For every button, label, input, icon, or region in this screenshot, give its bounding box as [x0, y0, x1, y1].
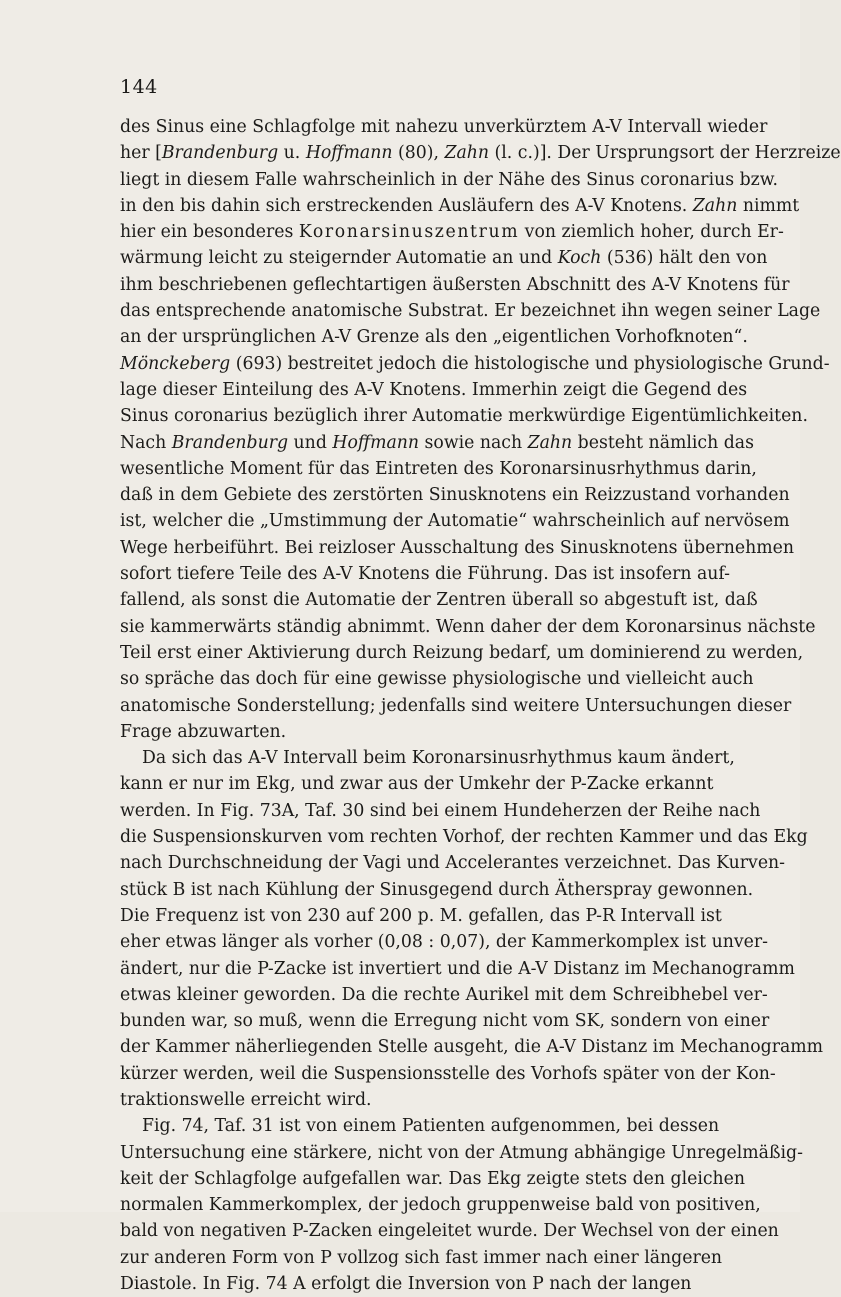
text-line: Fig. 74, Taf. 31 ist von einem Patienten aufgenommen, bei dessen: [142, 1116, 720, 1137]
text-line: Nach Brandenburg und Hoffmann sowie nach Zahn besteht nämlich das: [120, 432, 754, 453]
text-line: ist, welcher die „Umstimmung der Automatie“ wahrscheinlich auf nervösem: [120, 511, 790, 532]
text-line: der Kammer näherliegenden Stelle ausgeht, die A-V Distanz im Mechanogramm: [120, 1037, 824, 1058]
text-line: kann er nur im Ekg, und zwar aus der Umkehr der P-Zacke erkannt: [120, 774, 714, 795]
text-line: kürzer werden, weil die Suspensionsstelle des Vorhofs später von der Kon-: [120, 1063, 776, 1084]
text-line: hier ein besonderes Koronarsinuszentrum von ziemlich hoher, durch Er-: [120, 222, 784, 243]
text-line: nach Durchschneidung der Vagi und Accelerantes verzeichnet. Das Kurven-: [120, 853, 786, 874]
text-line: zur anderen Form von P vollzog sich fast immer nach einer längeren: [120, 1247, 723, 1268]
text-line: keit der Schlagfolge aufgefallen war. Das Ekg zeigte stets den gleichen: [120, 1168, 746, 1189]
text-line: Wege herbeiführt. Bei reizloser Ausschaltung des Sinusknotens übernehmen: [120, 537, 794, 558]
text-line: Frage abzuwarten.: [120, 721, 287, 742]
text-line: liegt in diesem Falle wahrscheinlich in der Nähe des Sinus coronarius bzw.: [120, 169, 778, 190]
text-line: an der ursprünglichen A-V Grenze als den „eigentlichen Vorhofknoten“.: [120, 327, 748, 348]
text-line: die Suspensionskurven vom rechten Vorhof, der rechten Kammer und das Ekg: [120, 827, 808, 848]
text-line: bunden war, so muß, wenn die Erregung nicht vom SK, sondern von einer: [120, 1011, 770, 1032]
text-line: anatomische Sonderstellung; jedenfalls sind weitere Untersuchungen dieser: [120, 695, 792, 716]
text-line: etwas kleiner geworden. Da die rechte Aurikel mit dem Schreibhebel ver-: [120, 984, 768, 1005]
text-line: so spräche das doch für eine gewisse physiologische und vielleicht auch: [120, 669, 754, 690]
text-line: traktionswelle erreicht wird.: [120, 1089, 372, 1110]
text-line: Untersuchung eine stärkere, nicht von der Atmung abhängige Unregelmäßig-: [120, 1142, 803, 1163]
text-line: Sinus coronarius bezüglich ihrer Automatie merkwürdige Eigentümlichkeiten.: [120, 406, 808, 427]
text-line: Da sich das A-V Intervall beim Koronarsinusrhythmus kaum ändert,: [142, 748, 735, 769]
text-line: daß in dem Gebiete des zerstörten Sinusknotens ein Reizzustand vorhanden: [120, 485, 790, 506]
text-line: werden. In Fig. 73A, Taf. 30 sind bei einem Hundeherzen der Reihe nach: [120, 800, 761, 821]
text-line: des Sinus eine Schlagfolge mit nahezu unverkürztem A-V Intervall wieder: [120, 117, 768, 137]
text-line: sofort tiefere Teile des A-V Knotens die Führung. Das ist insofern auf-: [120, 564, 731, 585]
text-line: Die Frequenz ist von 230 auf 200 p. M. gefallen, das P-R Intervall ist: [120, 905, 722, 926]
text-line: her [Brandenburg u. Hoffmann (80), Zahn (l. c.)]. Der Ursprungsort der Herzreize: [120, 143, 841, 164]
text-line: stück B ist nach Kühlung der Sinusgegend durch Ätherspray gewonnen.: [120, 879, 754, 900]
text-line: bald von negativen P-Zacken eingeleitet wurde. Der Wechsel von der einen: [120, 1221, 779, 1242]
text-line: Mönckeberg (693) bestreitet jedoch die histologische und physiologische Grund-: [120, 353, 830, 374]
text-line: fallend, als sonst die Automatie der Zentren überall so abgestuft ist, daß: [120, 590, 758, 611]
body-text: [120, 114, 841, 1297]
text-line: Teil erst einer Aktivierung durch Reizung bedarf, um dominierend zu werden,: [120, 642, 804, 663]
text-line: Diastole. In Fig. 74 A erfolgt die Inversion von P nach der langen: [120, 1274, 692, 1295]
text-line: das entsprechende anatomische Substrat. Er bezeichnet ihn wegen seiner Lage: [120, 301, 821, 322]
text-line: wärmung leicht zu steigernder Automatie an und Koch (536) hält den von: [120, 248, 768, 269]
text-line: wesentliche Moment für das Eintreten des Koronarsinusrhythmus darin,: [120, 458, 757, 479]
text-line: in den bis dahin sich erstreckenden Ausläufern des A-V Knotens. Zahn nimmt: [120, 195, 800, 216]
text-line: sie kammerwärts ständig abnimmt. Wenn daher der dem Koronarsinus nächste: [120, 616, 816, 637]
text-line: ändert, nur die P-Zacke ist invertiert und die A-V Distanz im Mechanogramm: [120, 958, 795, 979]
text-line: lage dieser Einteilung des A-V Knotens. Immerhin zeigt die Gegend des: [120, 379, 748, 400]
page-number: 144: [120, 76, 158, 98]
text-line: ihm beschriebenen geflechtartigen äußersten Abschnitt des A-V Knotens für: [120, 274, 790, 295]
text-line: normalen Kammerkomplex, der jedoch gruppenweise bald von positiven,: [120, 1195, 761, 1216]
text-line: eher etwas länger als vorher (0,08 : 0,07), der Kammerkomplex ist unver-: [120, 932, 768, 953]
